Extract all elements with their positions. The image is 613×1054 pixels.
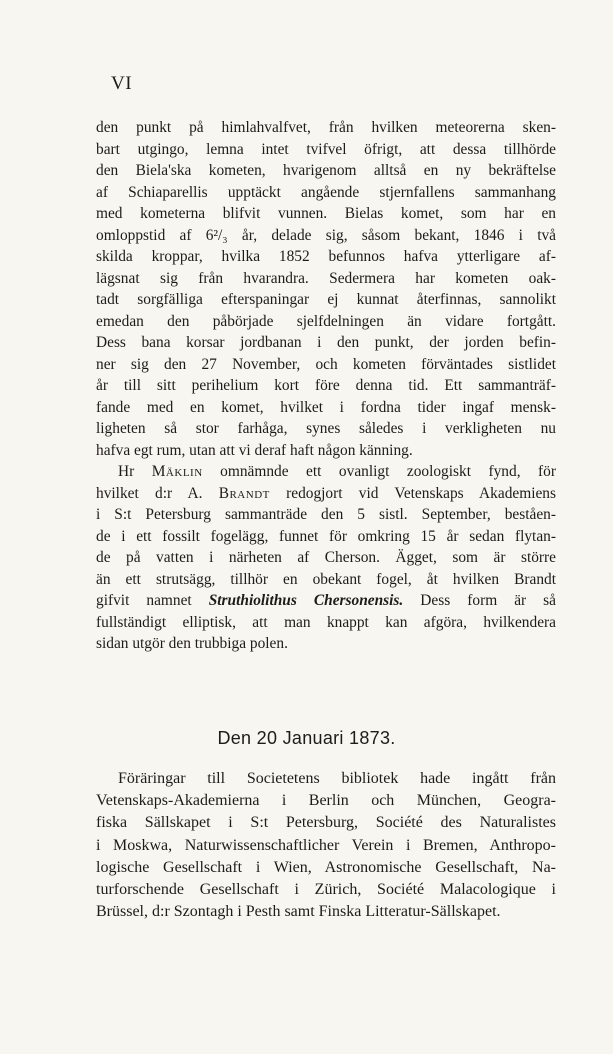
text-line: hafva egt rum, utan att vi deraf haft någon känning. bbox=[96, 441, 413, 459]
text-line: ner sig den 27 November, och kometen förväntades sistlidet bbox=[96, 355, 556, 373]
text-line: i Moskwa, Naturwissenschaftlicher Verein i Bremen, Anthropo- bbox=[96, 836, 556, 854]
text-line: lägsnat sig från hvarandra. Sedermera har kometen oak- bbox=[96, 269, 556, 287]
text-line: än ett strutsägg, tillhör en obekant fogel, åt hvilken Brandt bbox=[96, 570, 556, 588]
text-line: med kometerna blifvit vunnen. Bielas komet, som har en bbox=[96, 205, 556, 222]
page-number: VI bbox=[111, 73, 133, 94]
paragraph-2 bbox=[96, 461, 556, 655]
text-line: fande med en komet, hvilket i fordna tider ingaf mensk- bbox=[96, 398, 556, 416]
text-line: bart utgingo, lemna intet tvifvel öfrigt, att dessa tillhörde bbox=[96, 140, 556, 158]
paragraph-1 bbox=[96, 117, 556, 461]
text-fragment: hvilket d:r A. bbox=[96, 484, 219, 502]
text-line: Vetenskaps-Akademierna i Berlin och München, Geogra- bbox=[96, 792, 556, 810]
text-line: de i ett fossilt fogelägg, funnet för omkring 15 år sedan flytan- bbox=[96, 527, 556, 545]
text-line bbox=[96, 590, 556, 612]
text-line: fiska Sällskapet i S:t Petersburg, Société des Naturalistes bbox=[96, 814, 556, 832]
text-line: fullständigt elliptisk, att man knappt kan afgöra, hvilkendera bbox=[96, 613, 556, 631]
paragraph-3 bbox=[96, 768, 556, 923]
text-line: af Schiaparellis upptäckt angående stjernfallens sammanhang bbox=[96, 183, 556, 201]
text-line: år till sitt perihelium kort före denna tid. Ett sammanträf- bbox=[96, 377, 556, 394]
text-line: de på vatten i närheten af Cherson. Ägget, som är större bbox=[96, 549, 556, 566]
text-line bbox=[96, 483, 556, 505]
text-fragment: Hr bbox=[118, 463, 152, 480]
text-line: logische Gesellschaft i Wien, Astronomische Gesellschaft, Na- bbox=[96, 858, 556, 876]
section-heading: Den 20 Januari 1873. bbox=[217, 728, 396, 748]
person-name: Mäklin bbox=[151, 463, 203, 480]
text-line: skilda kroppar, hvilka 1852 befunnos hafva ytterligare af- bbox=[96, 248, 556, 265]
text-line: Föräringar till Societetens bibliotek hade ingått från bbox=[118, 770, 556, 787]
text-line: sidan utgör den trubbiga polen. bbox=[96, 635, 288, 652]
text-line: Brüssel, d:r Szontagh i Pesth samt Finska Litteratur-Sällskapet. bbox=[96, 903, 501, 921]
text-line: turforschende Gesellschaft i Zürich, Société Malacologique i bbox=[96, 881, 556, 899]
text-line: emedan den påbörjade sjelfdelningen än vidare fortgått. bbox=[96, 312, 556, 330]
text-line bbox=[96, 461, 556, 483]
text-fragment: omnämnde ett ovanligt zoologiskt fynd, för bbox=[202, 463, 556, 480]
text-line: Dess bana korsar jordbanan i den punkt, der jorden befin- bbox=[96, 334, 556, 351]
text-fragment: Dess form är så bbox=[403, 592, 557, 609]
text-fragment: redogjort vid Vetenskaps Akademiens bbox=[269, 484, 556, 502]
text-fragment: gifvit namnet bbox=[96, 592, 209, 609]
text-line: tadt sorgfälliga efterspaningar ej kunnat återfinnas, sannolikt bbox=[96, 291, 556, 308]
text-line: den Biela'ska kometen, hvarigenom alltså en ny bekräftelse bbox=[96, 162, 556, 179]
person-name: Brandt bbox=[218, 484, 270, 502]
text-line: den punkt på himlahvalfvet, från hvilken meteorerna sken- bbox=[96, 119, 556, 136]
text-line: omloppstid af 6²/₃ år, delade sig, såsom bekant, 1846 i två bbox=[96, 226, 556, 244]
text-line: i S:t Petersburg sammanträde den 5 sistl. September, beståen- bbox=[96, 506, 556, 523]
species-name: Struthiolithus Chersonensis. bbox=[208, 592, 404, 609]
text-line: ligheten så stor farhåga, synes således i verkligheten nu bbox=[96, 420, 556, 437]
